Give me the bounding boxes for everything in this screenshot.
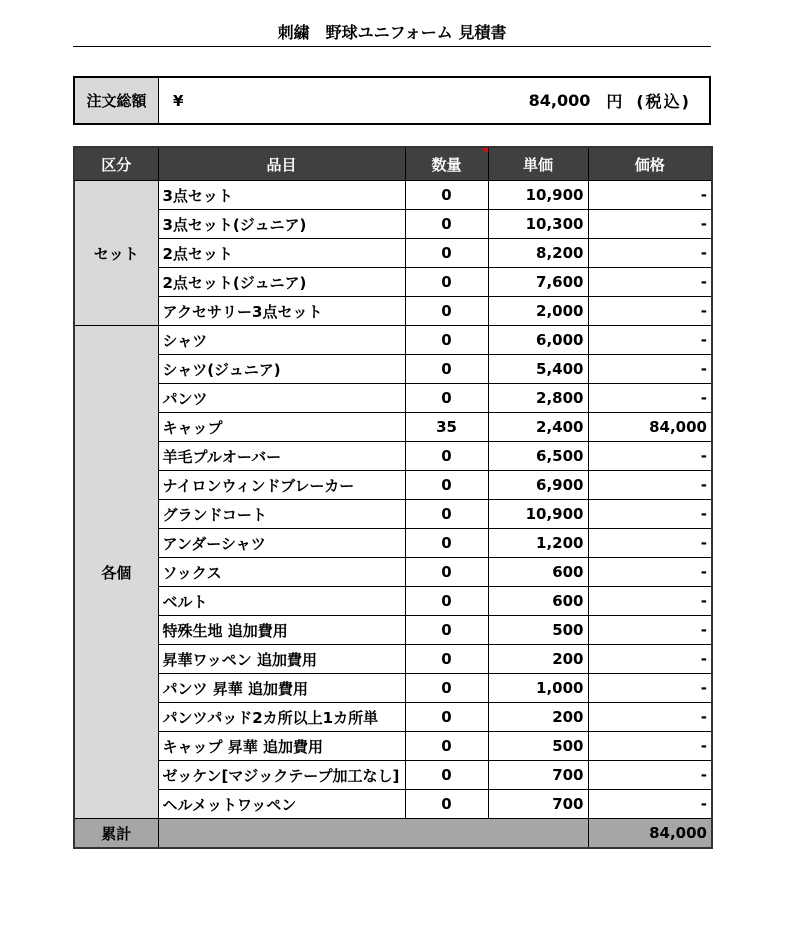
tax-included-note: (税込) (636, 92, 691, 111)
unit-price-cell: 6,900 (488, 471, 588, 500)
price-cell: - (588, 529, 712, 558)
quantity-cell[interactable]: 0 (405, 384, 488, 413)
quantity-cell[interactable]: 0 (405, 268, 488, 297)
unit-price-cell: 500 (488, 732, 588, 761)
item-cell: キャップ 昇華 追加費用 (158, 732, 405, 761)
quantity-cell[interactable]: 0 (405, 326, 488, 355)
category-cell: 各個 (74, 326, 158, 819)
unit-price-cell: 10,300 (488, 210, 588, 239)
header-unit-price: 単価 (488, 147, 588, 181)
item-cell: シャツ(ジュニア) (158, 355, 405, 384)
estimate-table (73, 146, 713, 849)
header-price: 価格 (588, 147, 712, 181)
unit-price-cell: 1,000 (488, 674, 588, 703)
unit-price-cell: 8,200 (488, 239, 588, 268)
item-cell: ソックス (158, 558, 405, 587)
order-total-amount: 84,000 (528, 91, 591, 110)
item-cell: 3点セット(ジュニア) (158, 210, 405, 239)
table-row (74, 645, 712, 674)
table-row (74, 355, 712, 384)
order-total-box (73, 76, 711, 125)
table-row (74, 297, 712, 326)
currency-symbol: ¥ (173, 91, 184, 110)
unit-price-cell: 6,500 (488, 442, 588, 471)
table-row (74, 326, 712, 355)
quantity-cell[interactable]: 0 (405, 355, 488, 384)
quantity-cell[interactable]: 0 (405, 674, 488, 703)
header-quantity (405, 147, 488, 181)
unit-price-cell: 10,900 (488, 181, 588, 210)
price-cell: - (588, 384, 712, 413)
unit-price-cell: 200 (488, 645, 588, 674)
quantity-cell[interactable]: 0 (405, 442, 488, 471)
quantity-cell[interactable]: 0 (405, 616, 488, 645)
item-cell: アクセサリー3点セット (158, 297, 405, 326)
table-header-row (74, 147, 712, 181)
item-cell: ベルト (158, 587, 405, 616)
category-cell: セット (74, 181, 158, 326)
quantity-cell[interactable]: 0 (405, 703, 488, 732)
unit-price-cell: 2,800 (488, 384, 588, 413)
unit-price-cell: 10,900 (488, 500, 588, 529)
quantity-cell[interactable]: 0 (405, 500, 488, 529)
table-row (74, 442, 712, 471)
quantity-cell[interactable]: 0 (405, 790, 488, 819)
table-row (74, 181, 712, 210)
table-row (74, 384, 712, 413)
quantity-cell[interactable]: 0 (405, 210, 488, 239)
unit-price-cell: 2,400 (488, 413, 588, 442)
quantity-cell[interactable]: 0 (405, 297, 488, 326)
table-row (74, 500, 712, 529)
document-title: 刺繍 野球ユニフォーム 見積書 (277, 23, 507, 42)
price-cell: - (588, 500, 712, 529)
item-cell: パンツ 昇華 追加費用 (158, 674, 405, 703)
quantity-cell[interactable]: 0 (405, 471, 488, 500)
item-cell: 2点セット (158, 239, 405, 268)
quantity-cell[interactable]: 0 (405, 239, 488, 268)
price-cell: - (588, 616, 712, 645)
unit-price-cell: 7,600 (488, 268, 588, 297)
item-cell: 2点セット(ジュニア) (158, 268, 405, 297)
price-cell: - (588, 674, 712, 703)
price-cell: 84,000 (588, 413, 712, 442)
table-row (74, 471, 712, 500)
item-cell: ナイロンウィンドブレーカー (158, 471, 405, 500)
unit-price-cell: 6,000 (488, 326, 588, 355)
price-cell: - (588, 355, 712, 384)
quantity-cell[interactable]: 0 (405, 645, 488, 674)
item-cell: パンツ (158, 384, 405, 413)
summary-label: 累計 (74, 819, 158, 849)
price-cell: - (588, 790, 712, 819)
order-total-amount-cell[interactable] (213, 78, 709, 123)
table-row (74, 210, 712, 239)
table-row (74, 268, 712, 297)
price-cell: - (588, 587, 712, 616)
table-row (74, 558, 712, 587)
price-cell: - (588, 268, 712, 297)
price-cell: - (588, 471, 712, 500)
unit-price-cell: 600 (488, 587, 588, 616)
price-cell: - (588, 239, 712, 268)
quantity-cell[interactable]: 0 (405, 732, 488, 761)
header-category: 区分 (74, 147, 158, 181)
title-underline (73, 46, 711, 47)
unit-price-cell: 2,000 (488, 297, 588, 326)
header-quantity-label: 数量 (431, 155, 462, 174)
price-cell: - (588, 442, 712, 471)
table-row (74, 732, 712, 761)
item-cell: パンツパッド2カ所以上1カ所単 (158, 703, 405, 732)
item-cell: グランドコート (158, 500, 405, 529)
table-row (74, 587, 712, 616)
table-row (74, 761, 712, 790)
item-cell: 羊毛プルオーバー (158, 442, 405, 471)
table-row (74, 703, 712, 732)
table-row (74, 413, 712, 442)
price-cell: - (588, 558, 712, 587)
unit-price-cell: 700 (488, 761, 588, 790)
table-row (74, 674, 712, 703)
table-row (74, 616, 712, 645)
item-cell: ヘルメットワッペン (158, 790, 405, 819)
order-total-unit: 円 (606, 92, 623, 111)
summary-total: 84,000 (588, 819, 712, 849)
unit-price-cell: 500 (488, 616, 588, 645)
price-cell: - (588, 210, 712, 239)
unit-price-cell: 200 (488, 703, 588, 732)
item-cell: 昇華ワッペン 追加費用 (158, 645, 405, 674)
item-cell: ゼッケン[マジックテープ加工なし] (158, 761, 405, 790)
quantity-cell[interactable]: 0 (405, 529, 488, 558)
unit-price-cell: 600 (488, 558, 588, 587)
summary-spacer (158, 819, 588, 849)
summary-row (74, 819, 712, 849)
header-item: 品目 (158, 147, 405, 181)
price-cell: - (588, 645, 712, 674)
table-row (74, 790, 712, 819)
item-cell: アンダーシャツ (158, 529, 405, 558)
quantity-cell[interactable]: 0 (405, 761, 488, 790)
quantity-cell[interactable]: 0 (405, 558, 488, 587)
item-cell: キャップ (158, 413, 405, 442)
price-cell: - (588, 703, 712, 732)
quantity-cell[interactable]: 0 (405, 181, 488, 210)
item-cell: 3点セット (158, 181, 405, 210)
quantity-cell[interactable]: 0 (405, 587, 488, 616)
unit-price-cell: 1,200 (488, 529, 588, 558)
item-cell: シャツ (158, 326, 405, 355)
price-cell: - (588, 181, 712, 210)
quantity-cell[interactable]: 35 (405, 413, 488, 442)
comment-indicator-icon[interactable] (482, 148, 488, 154)
order-total-label: 注文総額 (75, 78, 159, 123)
unit-price-cell: 5,400 (488, 355, 588, 384)
price-cell: - (588, 297, 712, 326)
price-cell: - (588, 326, 712, 355)
table-row (74, 239, 712, 268)
unit-price-cell: 700 (488, 790, 588, 819)
table-row (74, 529, 712, 558)
price-cell: - (588, 761, 712, 790)
price-cell: - (588, 732, 712, 761)
item-cell: 特殊生地 追加費用 (158, 616, 405, 645)
